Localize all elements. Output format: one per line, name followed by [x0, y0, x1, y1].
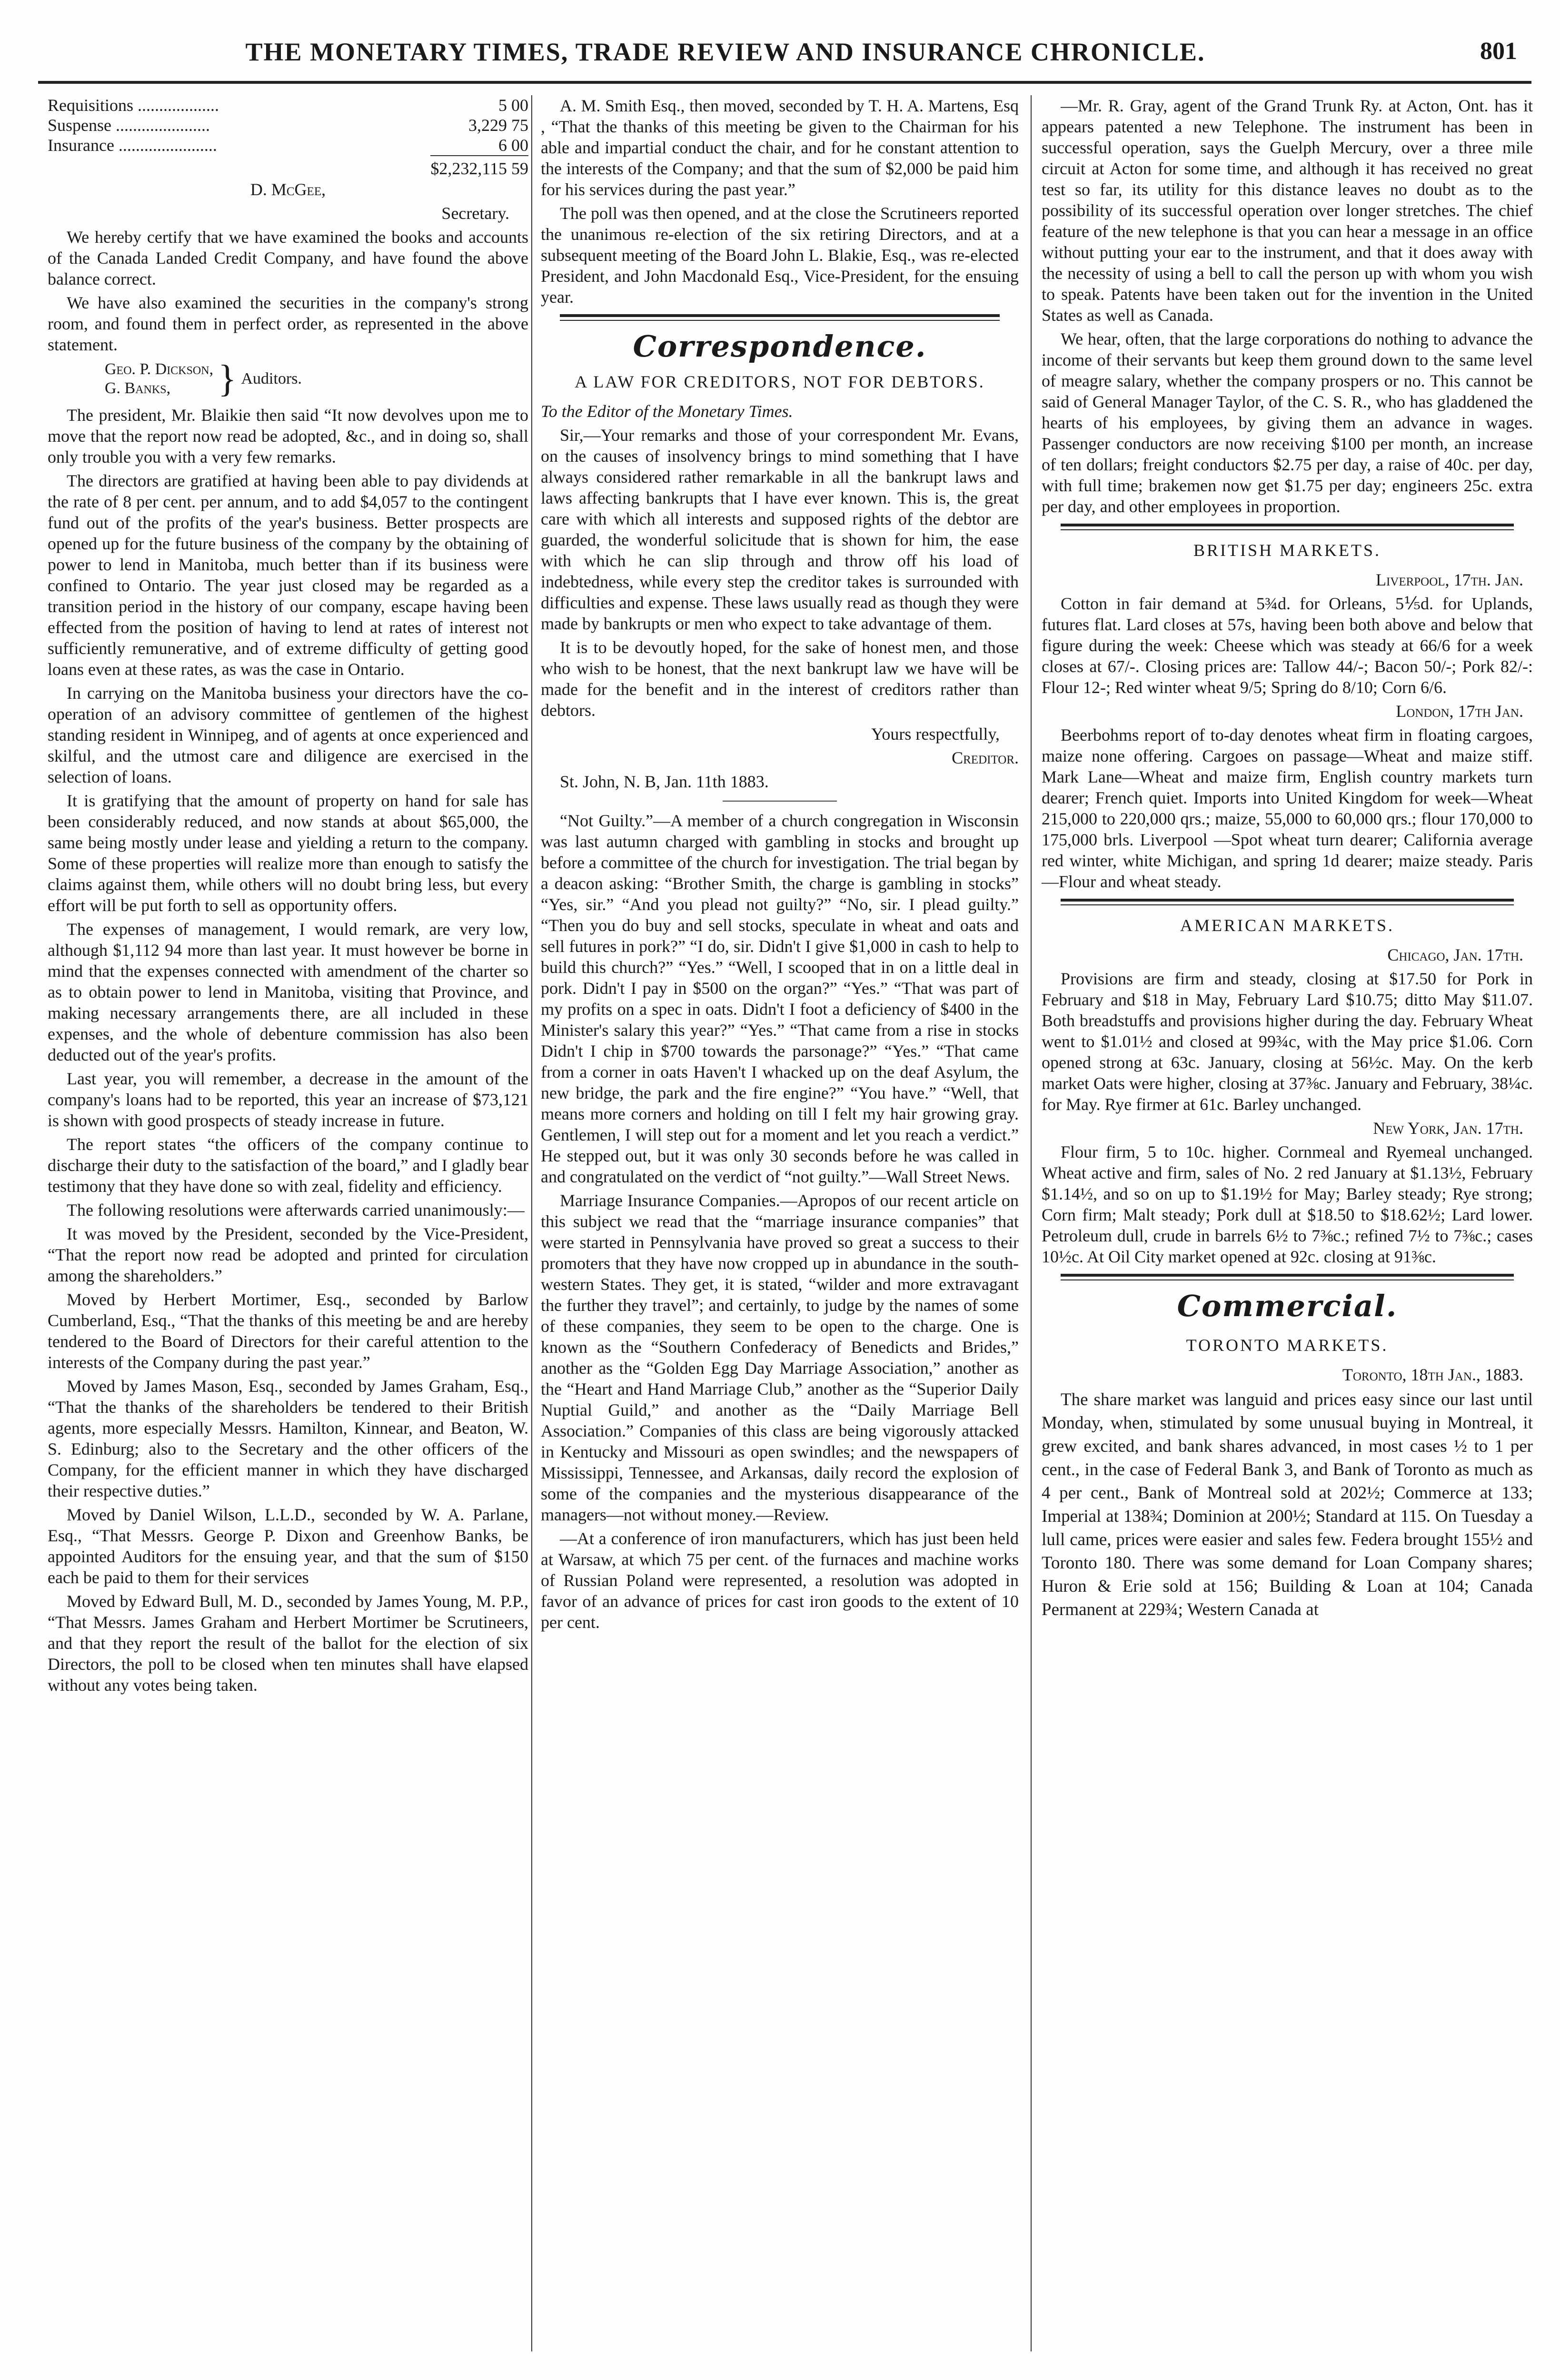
paragraph-liverpool: Cotton in fair demand at 5¾d. for Orleans, 5⅕d. for Uplands, futures flat. Lard closes at 57s, having been both above and below that figure during the week: Cheese which was steady at 66/6 for a week closes at 67/-. Closing prices are: Tallow 44/-; Bacon 50/-; Pork 82/-: Flour 12-; Red winter wheat 9/5; Spring do 8/10; Corn 6/6. — [1042, 594, 1533, 697]
paragraph: The directors are gratified at having been able to pay dividends at the rate of 8 per cent. per annum, and to add $4,057 to the contingent fund out of the profits of the year's business. Better prospects are opened up for the future business of the company by the obtaining of power to lend in Manitoba, much better than if its business were confined to Ontario. The year just closed may be regarded as a transition period in the history of our company, escape having been effected from the position of having to lend at rates of interest not sufficiently remunerative, and of extreme difficulty of getting good loans even at these rates, as was the case in Ontario. — [48, 471, 528, 679]
letter-signature: Creditor. — [952, 748, 1019, 767]
brace-glyph: } — [218, 358, 237, 400]
correspondence-heading: Correspondence. — [633, 329, 927, 364]
british-markets-heading: BRITISH MARKETS. — [1193, 541, 1381, 560]
paragraph-london: Beerbohms report of to-day denotes wheat firm in floating cargoes, maize none offering. Cargoes on passage—Wheat and maize stiff. Mark Lane—Wheat and maize firm, English country markets turn dearer; French quiet. Imports into United Kingdom for week—Wheat 215,000 to 220,000 qrs.; maize, 55,000 to 60,000 qrs.; flour 170,000 to 175,000 brls. Liverpool —Spot wheat turn dearer; California average red winter, white Michigan, and spring 1d dearer; maize steady. Paris—Flour and wheat steady. — [1042, 725, 1533, 891]
columns — [38, 95, 1533, 2361]
paragraph-telephone: —Mr. R. Gray, agent of the Grand Trunk Ry. at Acton, Ont. has it appears patented a new Telephone. The instrument has been in successful operation, says the Guelph Mercury, over a three mile circuit at Acton for some time, and although it has received no great test so far, its utility for this distance leaves no doubt as to the possibility of its successful operation over longer stretches. The chief feature of the new telephone is that you can hear a message in an office without putting your ear to the instrument, and that it does away with the necessity of using a bell to call the person up with whom you wish to speak. Patents have been taken out for the invention in the United States as well as Canada. — [1042, 96, 1533, 325]
ledger-label: Requisitions ................... — [48, 96, 219, 115]
auditor-name: Geo. P. Dickson, — [105, 360, 214, 378]
ledger-row — [48, 135, 528, 155]
section-rule — [1061, 899, 1514, 905]
ledger-total: $2,232,115 59 — [430, 155, 528, 179]
certify-paragraph: We have also examined the securities in the company's strong room, and found them in perfect order, as represented in the above statement. — [48, 293, 528, 354]
secretary-name: D. McGee, — [250, 180, 326, 199]
ledger-amount: 5 00 — [498, 96, 528, 115]
letter-closing: Yours respectfully, — [871, 724, 1000, 744]
paragraph-newyork: Flour firm, 5 to 10c. higher. Cornmeal and Ryemeal unchanged. Wheat active and firm, sales of No. 2 red January at $1.13½, February $1.14½, and so on up to $1.19½ for May; Barley steady; Rye strong; Corn firm; Malt steady; Pork dull at $18.50 to $18.62½; Lard lower. Petroleum dull, crude in barrels 6½ to 7⅜c.; refined 7½ to 7⅜c.; cases 10½c. At Oil City market opened at 92c. closing at 91⅜c. — [1042, 1142, 1533, 1266]
dateline-newyork: New York, Jan. 17th. — [1373, 1119, 1523, 1138]
paragraph: The expenses of management, I would remark, are very low, although $1,112 94 more than last year. It must however be borne in mind that the expenses connected with amendment of the charter so as to obtain power to lend in Manitoba, visiting that Province, and making necessary arrangements there, are all included in these expenses, and the whole of debenture commission has also been deducted out of the year's profits. — [48, 920, 528, 1064]
ledger-amount: 3,229 75 — [468, 116, 528, 135]
ledger-total-wrap — [48, 155, 528, 179]
paragraph: Last year, you will remember, a decrease in the amount of the company's loans had to be reported, this year an increase of $73,121 is shown with good prospects of steady increase in future. — [48, 1069, 528, 1130]
column-3 — [1029, 95, 1533, 2361]
letter-paragraph: It is to be devoutly hoped, for the sake of honest men, and those who wish to be honest, that the next bankrupt law we have will be made for the benefit and in the interest of creditors rather than debtors. — [541, 638, 1019, 720]
dateline-london: London, 17th Jan. — [1396, 702, 1523, 721]
column-2 — [528, 95, 1019, 2361]
section-rule — [1061, 524, 1514, 530]
paragraph-not-guilty: “Not Guilty.”—A member of a church congregation in Wisconsin was last autumn charged with gambling in stocks and brought up before a committee of the church for investigation. The trial began by a deacon asking: “Brother Smith, the charge is gambling in stocks” “Yes, sir.” “And you plead not guilty?” “No, sir. I plead guilty.” “Then you do buy and sell stocks, speculate in wheat and oats and sell futures in pork?” “I do, sir. Didn't I give $1,000 in cash to help to build this church?” “Yes.” “Well, I scooped that in on a little deal in pork. Didn't I pay in $500 on the organ?” “Yes.” “That was part of my profits on a spec in oats. Didn't I foot a deficiency of $400 in the Minister's salary this year?” “Yes.” “That came from a rise in stocks Didn't I chip in $700 towards the parsonage?” “Yes.” “That came from a corner in oats Haven't I whacked up on the deaf Asylum, the new bridge, the park and the fire engine?” “You have.” “Well, that means more corners and holding on till I felt my hair growing gray. Gentlemen, I will step out for a moment and let you reach a verdict.” He stepped out, but it was only 30 seconds before he was called in and congratulated on the verdict of “not guilty.”—Wall Street News. — [541, 811, 1019, 1186]
paragraph-chicago: Provisions are firm and steady, closing at $17.50 for Pork in February and $18 in May, February Lard $10.75; ditto May $11.07. Both breadstuffs and provisions higher during the day. February Wheat went to $1.01½ and closed at 99¾c, with the May price $1.06. Corn opened strong at 63c. January, closing at 56½c. May. On the kerb market Oats were higher, closing at 37⅜c. January and February, 38¼c. for May. Rye firmer at 61c. Barley unchanged. — [1042, 969, 1533, 1114]
page-header — [38, 19, 1531, 84]
paragraph-corporations: We hear, often, that the large corporations do nothing to advance the income of their servants but keep them ground down to the same level of meagre salary, whether the company prospers or no. This cannot be said of General Manager Taylor, of the C. S. R., who has gladdened the hearts of his employees, by giving them an advance in wages. Passenger conductors are now receiving $100 per month, an increase of ten dollars; freight conductors $2.75 per day, a raise of 40c. per day, with full time; brakemen now get $1.75 per day; engineers 25c. extra per day, and other employees in proportion. — [1042, 329, 1533, 516]
paragraph: It is gratifying that the amount of property on hand for sale has been considerably reduced, and now stands at about $65,000, the same being mostly under lease and yielding a return to the company. Some of these properties will realize more than enough to satisfy the claims against them, while others will no doubt bring less, but every effort will be put forth to sell as opportunity offers. — [48, 791, 528, 915]
commercial-heading: Commercial. — [1177, 1289, 1398, 1323]
ledger-table — [48, 95, 528, 155]
paragraph: The poll was then opened, and at the close the Scrutineers reported the unanimous re-election of the six retiring Directors, and at a subsequent meeting of the Board John L. Blakie, Esq., was re-elected President, and John Macdonald Esq., Vice-President, for the ensuing year. — [541, 204, 1019, 307]
paragraph: The president, Mr. Blaikie then said “It now devolves upon me to move that the report now read be adopted, &c., and in doing so, shall only trouble you with a very few remarks. — [48, 406, 528, 466]
ledger-amount: 6 00 — [498, 136, 528, 155]
dateline-liverpool: Liverpool, 17th. Jan. — [1375, 570, 1523, 589]
paragraph: Moved by Daniel Wilson, L.L.D., seconded by W. A. Parlane, Esq., “That Messrs. George P. Dixon and Greenhow Banks, be appointed Auditors for the ensuing year, and that the sum of $150 each be paid to them for their services — [48, 1505, 528, 1587]
auditors-block — [105, 360, 528, 398]
auditors-label: Auditors. — [241, 370, 302, 387]
ledger-row — [48, 95, 528, 115]
dateline-chicago: Chicago, Jan. 17th. — [1387, 945, 1523, 964]
dateline-toronto: Toronto, 18th Jan., 1883. — [1342, 1365, 1523, 1384]
paragraph-marriage-insurance: Marriage Insurance Companies.—Apropos of our recent article on this subject we read that the “marriage insurance companies” that were started in Pennsylvania have proved so great a success to their promoters that they have now cropped up in abundance in the south-western States. They get, it is stated, “wilder and more extravagant the further they travel”; and certainly, to judge by the names of some of these companies, they seem to be open to the charge. One is known as the “Southern Confederacy of Benedicts and Brides,” another as the “Golden Egg Day Marriage Association,” another as the “Heart and Hand Marriage Club,” another as the “Superior Daily Nuptial Guild,” and another as the “Daily Marriage Bell Association.” Companies of this class are being vigorously attacked in Kentucky and Missouri as open swindles; and the newspapers of Mississippi, Tennessee, and Arkansas, daily record the explosion of some of the companies and the mysterious disappearance of the managers—not without money.—Review. — [541, 1191, 1019, 1524]
page-number: 801 — [1480, 38, 1517, 65]
paragraph-warsaw: —At a conference of iron manufacturers, which has just been held at Warsaw, at which 75 per cent. of the furnaces and machine works of Russian Poland were represented, a resolution was adopted in favor of an advance of prices for cast iron goods to the extent of 10 per cent. — [541, 1529, 1019, 1632]
ledger-label: Insurance ....................... — [48, 136, 217, 155]
paragraph: A. M. Smith Esq., then moved, seconded by T. H. A. Martens, Esq , “That the thanks of this meeting be given to the Chairman for his able and impartial conduct the chair, and for he constant attention to the interests of the Company; and that the sum of $2,000 be paid him for his services during the past year.” — [541, 96, 1019, 199]
ledger-row — [48, 115, 528, 135]
letter-title: A LAW FOR CREDITORS, NOT FOR DEBTORS. — [575, 372, 985, 391]
secretary-title: Secretary. — [441, 204, 509, 223]
auditor-names — [105, 360, 213, 398]
letter-salutation-line: To the Editor of the Monetary Times. — [541, 402, 793, 421]
paragraph: Moved by Edward Bull, M. D., seconded by James Young, M. P.P., “That Messrs. James Graham and Herbert Mortimer be Scrutineers, and that they report the result of the ballot for the election of six Directors, the poll to be closed when ten minutes shall have elapsed without any votes being taken. — [48, 1592, 528, 1695]
ledger-label: Suspense ...................... — [48, 116, 210, 135]
auditor-name: G. Banks, — [105, 379, 171, 397]
section-rule — [1061, 1274, 1514, 1280]
running-title: THE MONETARY TIMES, TRADE REVIEW AND INSURANCE CHRONICLE. — [245, 38, 1205, 66]
divider — [723, 801, 837, 802]
certify-paragraph: We hereby certify that we have examined the books and accounts of the Canada Landed Credit Company, and have found the above balance correct. — [48, 228, 528, 288]
paragraph: In carrying on the Manitoba business your directors have the co-operation of an advisory committee of gentlemen of the highest standing resident in Winnipeg, and of agents at once experienced and skilful, and the utmost care and diligence are exercised in the selection of loans. — [48, 684, 528, 786]
paragraph: The following resolutions were afterwards carried unanimously:— — [67, 1200, 525, 1220]
letter-place-date: St. John, N. B, Jan. 11th 1883. — [560, 772, 769, 791]
section-rule — [560, 314, 1000, 321]
column-1 — [48, 95, 528, 2361]
paragraph-toronto: The share market was languid and prices easy since our last until Monday, when, stimulated by some unusual buying in Montreal, it grew excited, and bank shares advanced, in most cases ½ to 1 per cent., in the case of Federal Bank 3, and Bank of Toronto as much as 4 per cent., Bank of Montreal sold at 202½; Commerce at 133; Imperial at 138¾; Dominion at 200½; Standard at 115. On Tuesday a lull came, prices were easier and sales few. Federa brought 155½ and Toronto 180. There was some demand for Loan Company shares; Huron & Erie sold at 156; Building & Loan at 104; Canada Permanent at 229¾; Western Canada at — [1042, 1390, 1533, 1619]
paragraph: Moved by James Mason, Esq., seconded by James Graham, Esq., “That the thanks of the shareholders be tendered to their British agents, more especially Messrs. Hamilton, Kinnear, and Beaton, W. S. Edinburg; also to the Secretary and the other officers of the Company, for the efficient manner in which they have discharged their respective duties.” — [48, 1377, 528, 1500]
toronto-markets-heading: TORONTO MARKETS. — [1186, 1336, 1389, 1355]
letter-paragraph: Sir,—Your remarks and those of your correspondent Mr. Evans, on the causes of insolvency brings to mind something that I have always considered rather remarkable in all the bankrupt laws and laws affecting bankrupts that I have ever known. This is, the great care with which all interests and supposed rights of the debtor are guarded, the wonderful solicitude that is shown for him, the ease with which he can slip through and throw off his load of indebtedness, while every step the creditor takes is surrounded with difficulties and expense. These laws usually read as though they were made by bankrupts or men who expect to take advantage of them. — [541, 426, 1019, 633]
american-markets-heading: AMERICAN MARKETS. — [1180, 916, 1395, 935]
paragraph: It was moved by the President, seconded by the Vice-President, “That the report now read be adopted and printed for circulation among the shareholders.” — [48, 1224, 528, 1285]
paragraph: The report states “the officers of the company continue to discharge their duty to the satisfaction of the board,” and I gladly bear testimony that they have done so with zeal, fidelity and efficiency. — [48, 1135, 528, 1196]
paragraph: Moved by Herbert Mortimer, Esq., seconded by Barlow Cumberland, Esq., “That the thanks of this meeting be and are hereby tendered to the Board of Directors for their careful attention to the interests of the Company during the past year.” — [48, 1290, 528, 1372]
